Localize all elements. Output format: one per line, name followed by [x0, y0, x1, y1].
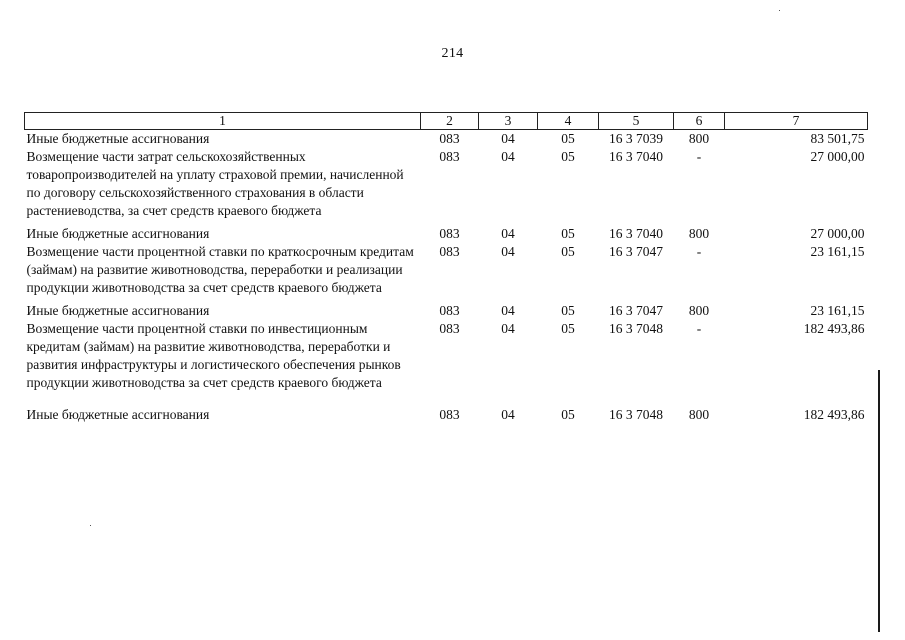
row-amount: 23 161,15 — [810, 303, 865, 318]
row-expense-type: - — [696, 149, 702, 164]
row-target-article: 16 3 7039 — [609, 131, 663, 146]
row-target-article: 16 3 7048 — [609, 321, 663, 336]
table-row — [25, 220, 868, 243]
scan-speck — [90, 525, 91, 526]
row-amount: 27 000,00 — [810, 226, 865, 241]
row-code-ministry: 083 — [439, 407, 460, 422]
row-section: 04 — [501, 407, 515, 422]
row-target-article: 16 3 7047 — [609, 303, 663, 318]
row-code-ministry: 083 — [439, 321, 460, 336]
table-row — [25, 130, 868, 149]
row-subsection: 05 — [561, 244, 575, 259]
header-col-2: 2 — [421, 113, 479, 130]
scan-edge-line — [878, 370, 880, 632]
row-expense-type: 800 — [688, 226, 710, 241]
table-row — [25, 392, 868, 424]
row-expense-type: - — [696, 244, 702, 259]
header-col-6: 6 — [674, 113, 725, 130]
row-subsection: 05 — [561, 131, 575, 146]
row-section: 04 — [501, 303, 515, 318]
row-section: 04 — [501, 321, 515, 336]
row-code-ministry: 083 — [439, 244, 460, 259]
row-subsection: 05 — [561, 407, 575, 422]
row-target-article: 16 3 7040 — [609, 226, 663, 241]
table-row — [25, 243, 868, 297]
row-amount: 27 000,00 — [810, 149, 865, 164]
row-section: 04 — [501, 244, 515, 259]
row-amount: 23 161,15 — [810, 244, 865, 259]
row-subsection: 05 — [561, 303, 575, 318]
row-amount: 182 493,86 — [803, 407, 865, 422]
row-code-ministry: 083 — [439, 303, 460, 318]
row-target-article: 16 3 7047 — [609, 244, 663, 259]
row-description: Иные бюджетные ассигнования — [26, 303, 210, 318]
row-subsection: 05 — [561, 226, 575, 241]
row-description: Иные бюджетные ассигнования — [26, 131, 210, 146]
row-section: 04 — [501, 226, 515, 241]
row-code-ministry: 083 — [439, 149, 460, 164]
row-target-article: 16 3 7040 — [609, 149, 663, 164]
row-code-ministry: 083 — [439, 226, 460, 241]
row-target-article: 16 3 7048 — [609, 407, 663, 422]
budget-table — [24, 112, 868, 424]
row-amount: 182 493,86 — [803, 321, 865, 336]
table-row — [25, 148, 868, 220]
row-section: 04 — [501, 149, 515, 164]
row-amount: 83 501,75 — [810, 131, 865, 146]
page-number: 214 — [441, 46, 464, 61]
table-row — [25, 297, 868, 320]
row-description: Возмещение части затрат сельскохозяйственных товаропроизводителей на уплату страховой премии, начисленной по договору сельскохозяйственного страхования в области растениеводства, за счет средств краевого бюджета — [26, 149, 404, 218]
header-col-3: 3 — [479, 113, 538, 130]
row-description: Иные бюджетные ассигнования — [26, 226, 210, 241]
row-code-ministry: 083 — [439, 131, 460, 146]
header-col-5: 5 — [599, 113, 674, 130]
row-subsection: 05 — [561, 321, 575, 336]
header-col-4: 4 — [538, 113, 599, 130]
row-expense-type: 800 — [688, 303, 710, 318]
row-description: Иные бюджетные ассигнования — [26, 407, 210, 422]
row-expense-type: - — [696, 321, 702, 336]
row-subsection: 05 — [561, 149, 575, 164]
row-expense-type: 800 — [688, 407, 710, 422]
scan-speck — [779, 10, 780, 11]
row-section: 04 — [501, 131, 515, 146]
header-col-1: 1 — [25, 113, 421, 130]
row-description: Возмещение части процентной ставки по краткосрочным кредитам (займам) на развитие животноводства, переработки и реализации продукции животноводства за счет средств краевого бюджета — [26, 244, 414, 295]
header-col-7: 7 — [725, 113, 868, 130]
table-header-row — [25, 113, 868, 130]
table-row — [25, 320, 868, 392]
row-expense-type: 800 — [688, 131, 710, 146]
row-description: Возмещение части процентной ставки по инвестиционным кредитам (займам) на развитие животноводства, переработки и развития инфраструктуры и логистического обеспечения рынков продукции животноводства за счет средств краевого бюджета — [26, 321, 401, 390]
